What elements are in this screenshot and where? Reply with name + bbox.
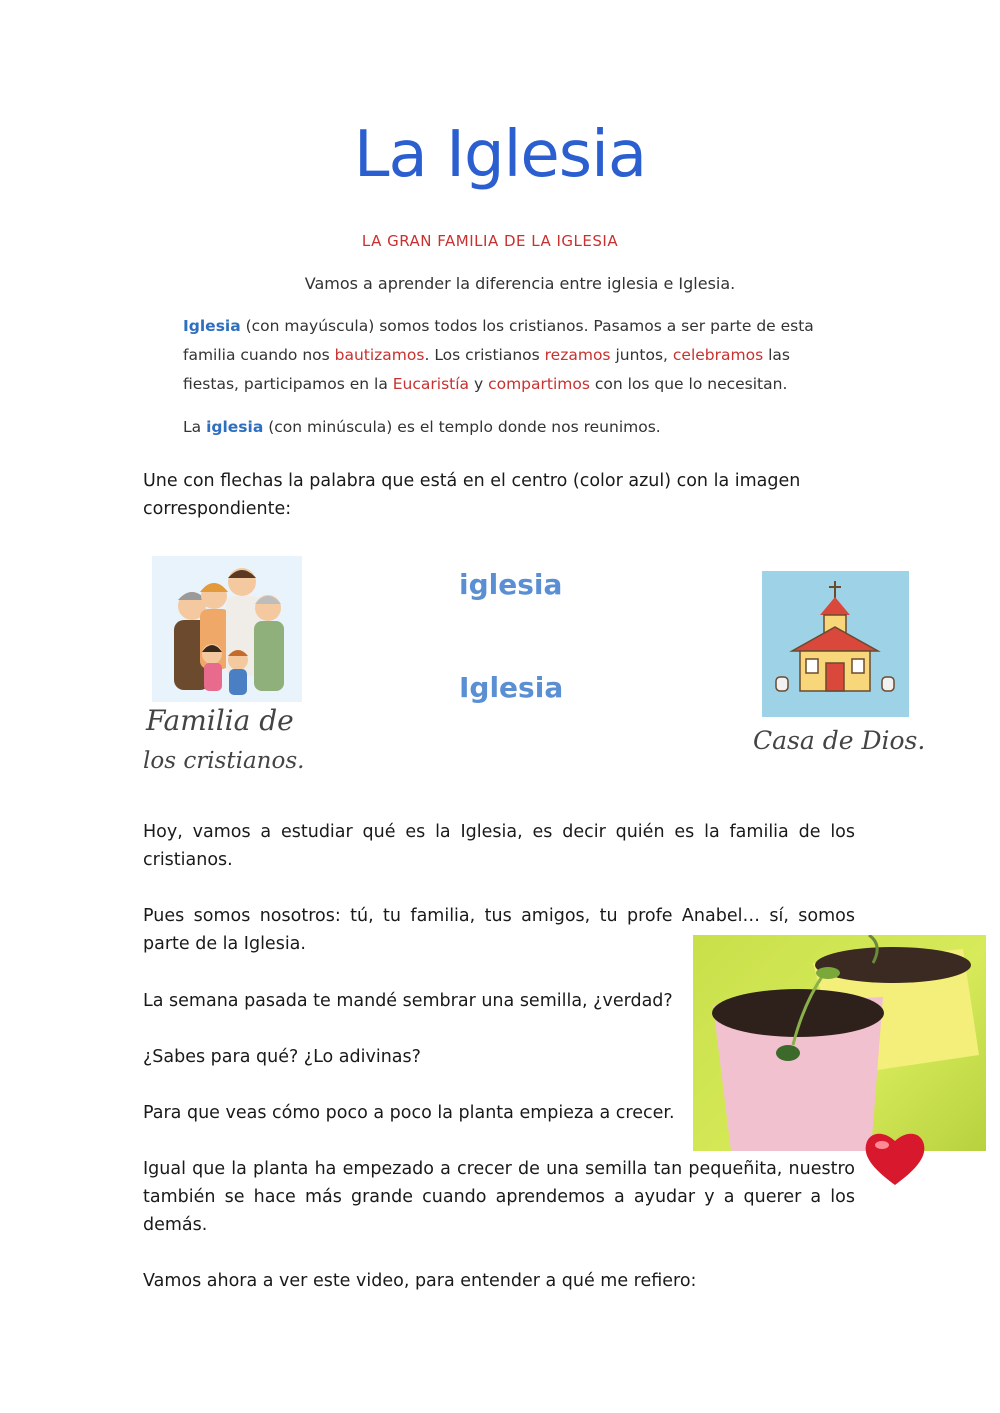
word-iglesia-lowercase[interactable]: iglesia: [459, 568, 563, 601]
seedling-pots-illustration: [693, 935, 986, 1151]
heart-icon: [862, 1127, 928, 1189]
definition-paragraph-2: La iglesia (con minúscula) es el templo donde nos reunimos.: [183, 418, 661, 436]
content-paragraph-3: La semana pasada te mandé sembrar una semilla, ¿verdad?: [143, 991, 673, 1011]
term-iglesia-lower: iglesia: [206, 418, 264, 436]
family-image: [152, 556, 302, 702]
intro-text: Vamos a aprender la diferencia entre iglesia e Iglesia.: [304, 274, 736, 293]
seedling-photo: [693, 935, 986, 1151]
content-paragraph-7: Vamos ahora a ver este video, para entender a qué me refiero:: [143, 1271, 697, 1291]
content-paragraph-6: Igual que la planta ha empezado a crecer de una semilla tan pequeñita, nuestro también se hace más grande cuando aprendemos a ayudar y a querer a los demás.: [143, 1159, 855, 1235]
right-caption: Casa de Dios.: [753, 726, 926, 755]
content-paragraph-5: Para que veas cómo poco a poco la planta empieza a crecer.: [143, 1103, 675, 1123]
left-caption-line-2: los cristianos.: [143, 748, 305, 774]
page-title: La Iglesia: [353, 118, 647, 192]
exercise-instruction: Une con flechas la palabra que está en el centro (color azul) con la imagen correspondiente:: [143, 471, 801, 519]
page-subtitle: LA GRAN FAMILIA DE LA IGLESIA: [361, 232, 619, 250]
word-iglesia-uppercase[interactable]: Iglesia: [459, 671, 564, 704]
term-iglesia-upper: Iglesia: [183, 317, 241, 335]
content-paragraph-2: Pues somos nosotros: tú, tu familia, tus amigos, tu profe Anabel… sí, somos parte de la Iglesia.: [143, 906, 855, 954]
content-paragraph-1: Hoy, vamos a estudiar qué es la Iglesia, es decir quién es la familia de los cristianos.: [143, 822, 855, 870]
church-image: [762, 571, 909, 717]
family-illustration: [152, 556, 302, 702]
content-paragraph-4: ¿Sabes para qué? ¿Lo adivinas?: [143, 1047, 421, 1067]
church-illustration: [762, 571, 909, 717]
definition-paragraph-1: Iglesia (con mayúscula) somos todos los cristianos. Pasamos a ser parte de esta familia cuando nos bautizamos. Los cristianos rezamos juntos, celebramos las fiestas, participamos en la Eucaristía y compartimos con los que lo necesitan.: [183, 317, 814, 393]
left-caption-line-1: Familia de: [146, 704, 294, 737]
